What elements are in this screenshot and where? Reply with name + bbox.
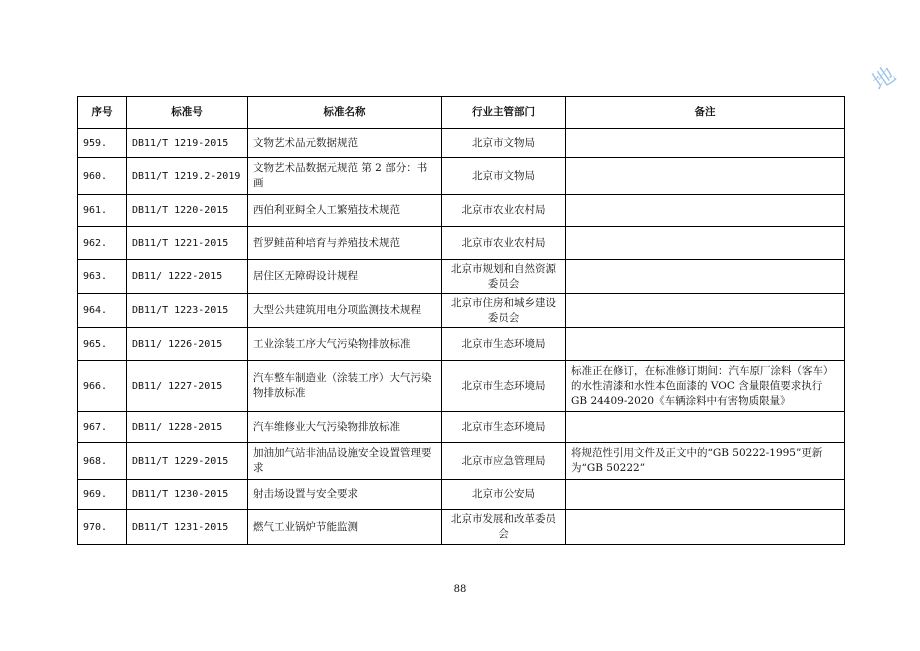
row-note	[566, 129, 845, 158]
row-note	[566, 510, 845, 545]
table-row	[78, 443, 845, 480]
row-name: 汽车维修业大气污染物排放标准	[248, 412, 442, 443]
row-code: DB11/T 1230-2015	[127, 480, 248, 510]
row-code: DB11/T 1221-2015	[127, 227, 248, 260]
table-row	[78, 260, 845, 294]
header-seq: 序号	[78, 97, 127, 129]
row-name: 文物艺术品数据元规范 第 2 部分：书画	[248, 158, 442, 195]
row-seq: 969.	[78, 480, 127, 510]
row-code: DB11/T 1220-2015	[127, 195, 248, 227]
row-note	[566, 412, 845, 443]
row-note	[566, 480, 845, 510]
row-seq: 967.	[78, 412, 127, 443]
watermark-text: 地	[867, 62, 901, 96]
row-name: 燃气工业锅炉节能监测	[248, 510, 442, 545]
row-name: 西伯利亚鲟全人工繁殖技术规范	[248, 195, 442, 227]
table-row	[78, 480, 845, 510]
row-seq: 960.	[78, 158, 127, 195]
table-row	[78, 412, 845, 443]
header-note: 备注	[566, 97, 845, 129]
row-dept: 北京市生态环境局	[442, 361, 566, 412]
row-seq: 959.	[78, 129, 127, 158]
table-row	[78, 129, 845, 158]
row-code: DB11/T 1223-2015	[127, 294, 248, 328]
header-dept: 行业主管部门	[442, 97, 566, 129]
row-code: DB11/ 1227-2015	[127, 361, 248, 412]
table-header-row	[78, 97, 845, 129]
row-dept: 北京市文物局	[442, 158, 566, 195]
row-code: DB11/T 1231-2015	[127, 510, 248, 545]
row-note	[566, 260, 845, 294]
row-dept: 北京市公安局	[442, 480, 566, 510]
row-code: DB11/ 1222-2015	[127, 260, 248, 294]
row-seq: 963.	[78, 260, 127, 294]
row-dept: 北京市生态环境局	[442, 328, 566, 361]
row-name: 汽车整车制造业（涂装工序）大气污染物排放标准	[248, 361, 442, 412]
row-seq: 966.	[78, 361, 127, 412]
row-name: 文物艺术品元数据规范	[248, 129, 442, 158]
header-name: 标准名称	[248, 97, 442, 129]
row-seq: 961.	[78, 195, 127, 227]
row-seq: 965.	[78, 328, 127, 361]
standards-table	[77, 96, 845, 545]
row-dept: 北京市发展和改革委员会	[442, 510, 566, 545]
row-name: 加油加气站非油品设施安全设置管理要求	[248, 443, 442, 480]
header-code: 标准号	[127, 97, 248, 129]
row-note	[566, 328, 845, 361]
row-note: 将规范性引用文件及正文中的“GB 50222-1995”更新为“GB 50222”	[566, 443, 845, 480]
row-dept: 北京市农业农村局	[442, 227, 566, 260]
row-dept: 北京市应急管理局	[442, 443, 566, 480]
row-code: DB11/ 1226-2015	[127, 328, 248, 361]
row-name: 居住区无障碍设计规程	[248, 260, 442, 294]
row-dept: 北京市住房和城乡建设委员会	[442, 294, 566, 328]
row-seq: 970.	[78, 510, 127, 545]
row-note	[566, 294, 845, 328]
row-name: 射击场设置与安全要求	[248, 480, 442, 510]
row-code: DB11/ 1228-2015	[127, 412, 248, 443]
table-row	[78, 195, 845, 227]
row-code: DB11/T 1229-2015	[127, 443, 248, 480]
table-row	[78, 158, 845, 195]
table-row	[78, 294, 845, 328]
row-seq: 964.	[78, 294, 127, 328]
row-note	[566, 227, 845, 260]
row-dept: 北京市农业农村局	[442, 195, 566, 227]
table-row	[78, 510, 845, 545]
row-name: 大型公共建筑用电分项监测技术规程	[248, 294, 442, 328]
table-row	[78, 361, 845, 412]
page-number: 88	[453, 584, 467, 595]
table-row	[78, 328, 845, 361]
row-note: 标准正在修订，在标准修订期间：汽车原厂涂料（客车）的水性清漆和水性本色面漆的 VOC 含量限值要求执行 GB 24409-2020《车辆涂料中有害物质限量》	[566, 361, 845, 412]
row-dept: 北京市生态环境局	[442, 412, 566, 443]
row-name: 哲罗鲑苗种培育与养殖技术规范	[248, 227, 442, 260]
row-name: 工业涂装工序大气污染物排放标准	[248, 328, 442, 361]
row-dept: 北京市规划和自然资源委员会	[442, 260, 566, 294]
row-note	[566, 158, 845, 195]
row-dept: 北京市文物局	[442, 129, 566, 158]
row-code: DB11/T 1219-2015	[127, 129, 248, 158]
table-row	[78, 227, 845, 260]
row-code: DB11/T 1219.2-2019	[127, 158, 248, 195]
row-seq: 968.	[78, 443, 127, 480]
row-seq: 962.	[78, 227, 127, 260]
row-note	[566, 195, 845, 227]
